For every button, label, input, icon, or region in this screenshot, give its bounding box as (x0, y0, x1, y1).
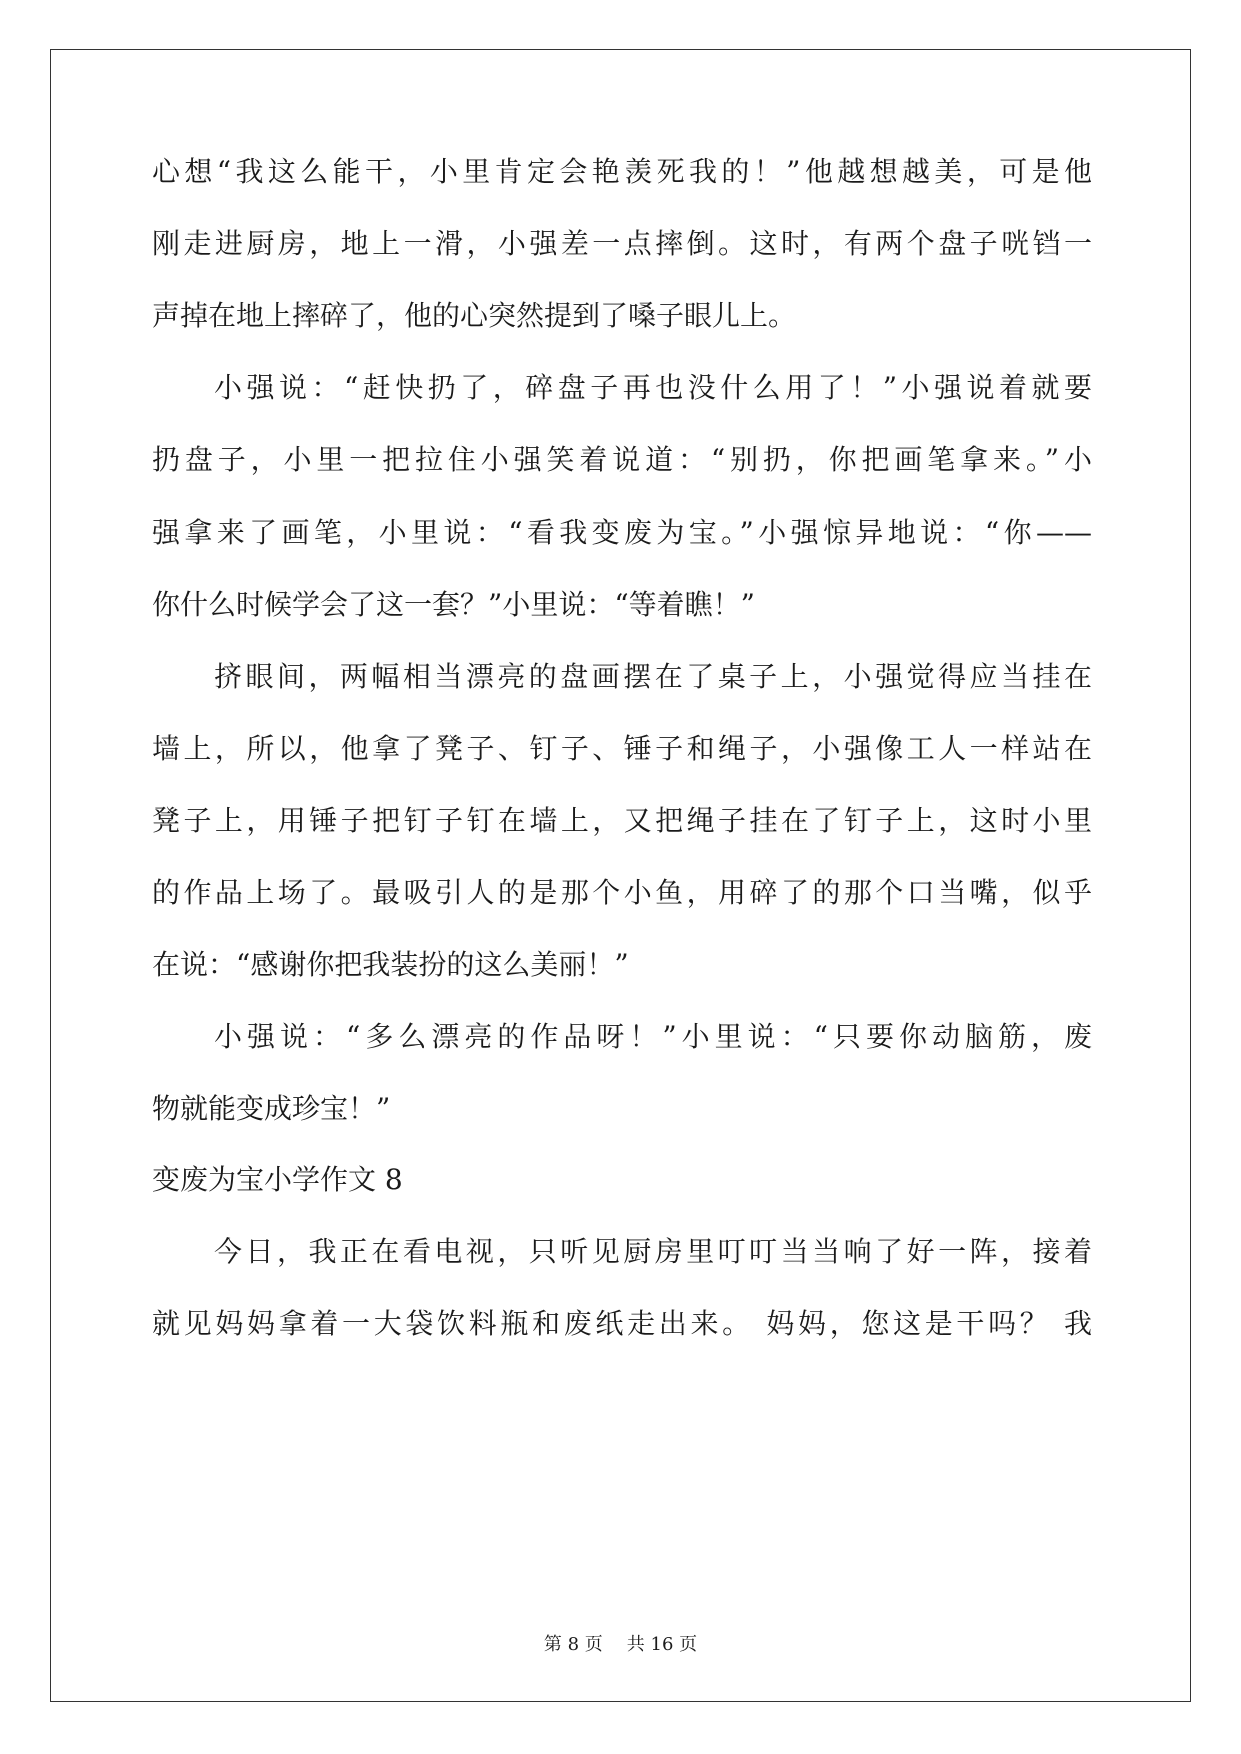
page-total: 共 16 页 (626, 1634, 698, 1655)
paragraph-line: 小强说：“多么漂亮的作品呀！”小里说：“只要你动脑筋，废 (214, 1020, 1092, 1053)
paragraph-line: 刚走进厨房，地上一滑，小强差一点摔倒。这时，有两个盘子咣铛一 (152, 227, 1092, 260)
paragraph-line: 强拿来了画笔，小里说：“看我变废为宝。”小强惊异地说：“你—— (152, 516, 1092, 549)
paragraph-line: 的作品上场了。最吸引人的是那个小鱼，用碎了的那个口当嘴，似乎 (152, 876, 1092, 909)
paragraph-line: 在说：“感谢你把我装扮的这么美丽！” (152, 948, 629, 981)
page-number: 第 8 页 (543, 1634, 603, 1655)
paragraph-line: 物就能变成珍宝！” (152, 1092, 391, 1125)
section-heading: 变废为宝小学作文 8 (152, 1163, 403, 1196)
paragraph-line: 小强说：“赶快扔了，碎盘子再也没什么用了！”小强说着就要 (214, 371, 1092, 404)
paragraph-line: 扔盘子，小里一把拉住小强笑着说道：“别扔，你把画笔拿来。”小 (152, 443, 1092, 476)
paragraph-line: 今日，我正在看电视，只听见厨房里叮叮当当响了好一阵，接着 (214, 1235, 1092, 1268)
paragraph-line: 挤眼间，两幅相当漂亮的盘画摆在了桌子上，小强觉得应当挂在 (214, 660, 1092, 693)
paragraph-line: 你什么时候学会了这一套？”小里说：“等着瞧！” (152, 588, 755, 621)
page-footer (0, 1630, 1241, 1656)
paragraph-line: 声掉在地上摔碎了，他的心突然提到了嗓子眼儿上。 (152, 299, 797, 332)
paragraph-line: 心想“我这么能干，小里肯定会艳羡死我的！”他越想越美，可是他 (152, 155, 1092, 188)
paragraph-line: 墙上，所以，他拿了凳子、钉子、锤子和绳子，小强像工人一样站在 (152, 732, 1092, 765)
paragraph-line: 凳子上，用锤子把钉子钉在墙上，又把绳子挂在了钉子上，这时小里 (152, 804, 1092, 837)
paragraph-line: 就见妈妈拿着一大袋饮料瓶和废纸走出来。 妈妈，您这是干吗？ 我 (152, 1307, 1092, 1340)
